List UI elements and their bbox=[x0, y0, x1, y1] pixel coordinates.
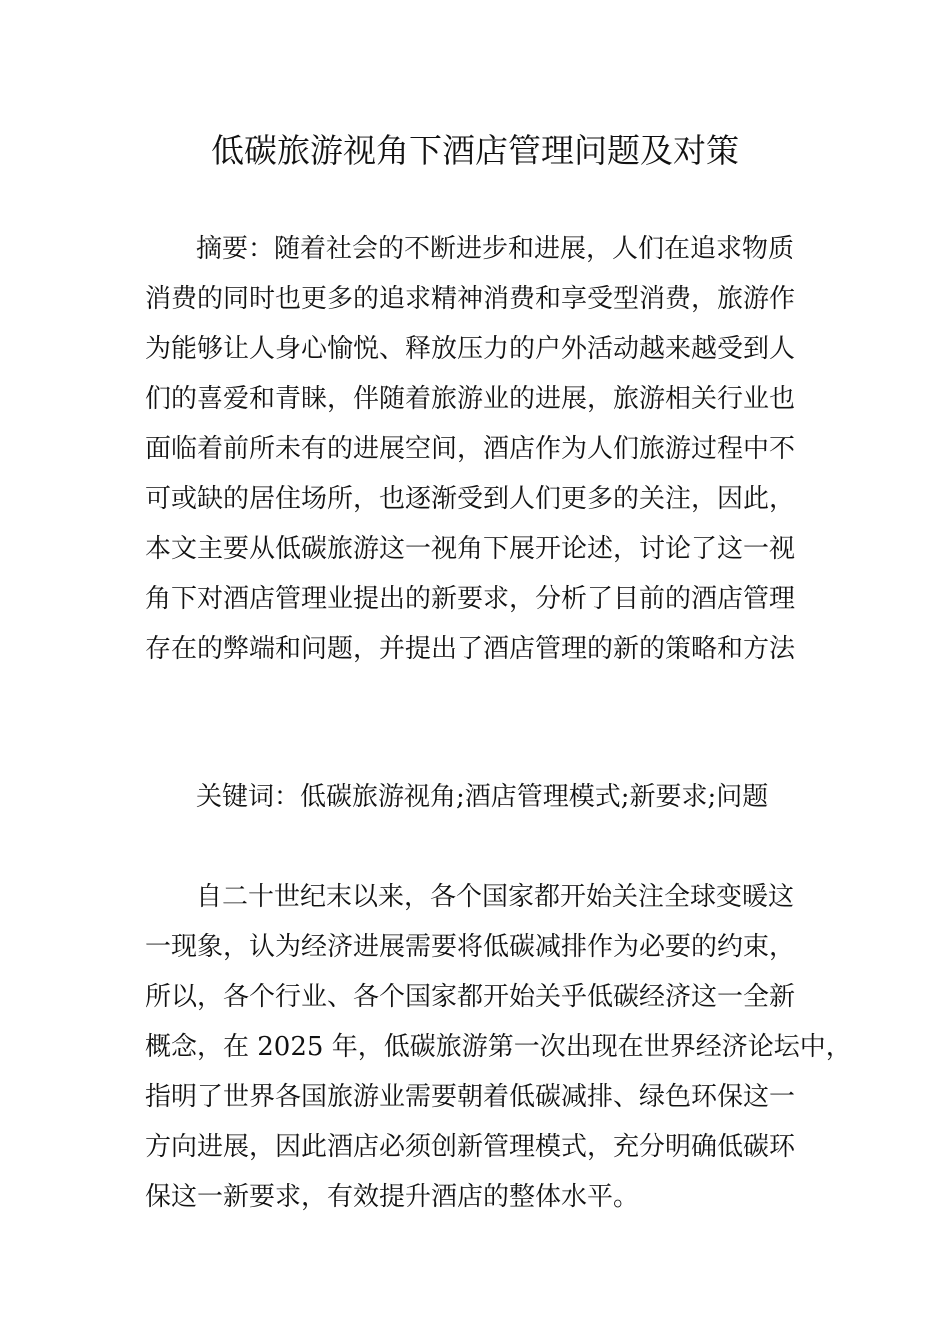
body-line: 保这一新要求，有效提升酒店的整体水平。 bbox=[145, 1182, 640, 1212]
body-line: 指明了世界各国旅游业需要朝着低碳减排、绿色环保这一 bbox=[145, 1082, 796, 1112]
body-line: 所以，各个行业、各个国家都开始关乎低碳经济这一全新 bbox=[145, 982, 796, 1012]
abstract-line: 为能够让人身心愉悦、释放压力的户外活动越来越受到人 bbox=[145, 334, 796, 364]
abstract-line: 角下对酒店管理业提出的新要求，分析了目前的酒店管理 bbox=[145, 584, 796, 614]
body-line: 自二十世纪末以来，各个国家都开始关注全球变暖这 bbox=[196, 882, 795, 912]
body-line: 概念，在 2025 年，低碳旅游第一次出现在世界经济论坛中， bbox=[145, 1032, 852, 1062]
keywords-line: 关键词：低碳旅游视角;酒店管理模式;新要求;问题 bbox=[196, 782, 769, 812]
abstract-line: 本文主要从低碳旅游这一视角下展开论述，讨论了这一视 bbox=[145, 534, 796, 564]
abstract-line: 存在的弊端和问题，并提出了酒店管理的新的策略和方法 bbox=[145, 634, 796, 664]
abstract-line: 消费的同时也更多的追求精神消费和享受型消费，旅游作 bbox=[145, 284, 796, 314]
body-line: 一现象，认为经济进展需要将低碳减排作为必要的约束， bbox=[145, 932, 796, 962]
document-title: 低碳旅游视角下酒店管理问题及对策 bbox=[211, 131, 739, 170]
abstract-line: 摘要：随着社会的不断进步和进展，人们在追求物质 bbox=[196, 234, 795, 264]
abstract-line: 们的喜爱和青睐，伴随着旅游业的进展，旅游相关行业也 bbox=[145, 384, 796, 414]
abstract-line: 面临着前所未有的进展空间，酒店作为人们旅游过程中不 bbox=[145, 434, 796, 464]
body-line: 方向进展，因此酒店必须创新管理模式，充分明确低碳环 bbox=[145, 1132, 796, 1162]
abstract-line: 可或缺的居住场所，也逐渐受到人们更多的关注，因此， bbox=[145, 484, 796, 514]
